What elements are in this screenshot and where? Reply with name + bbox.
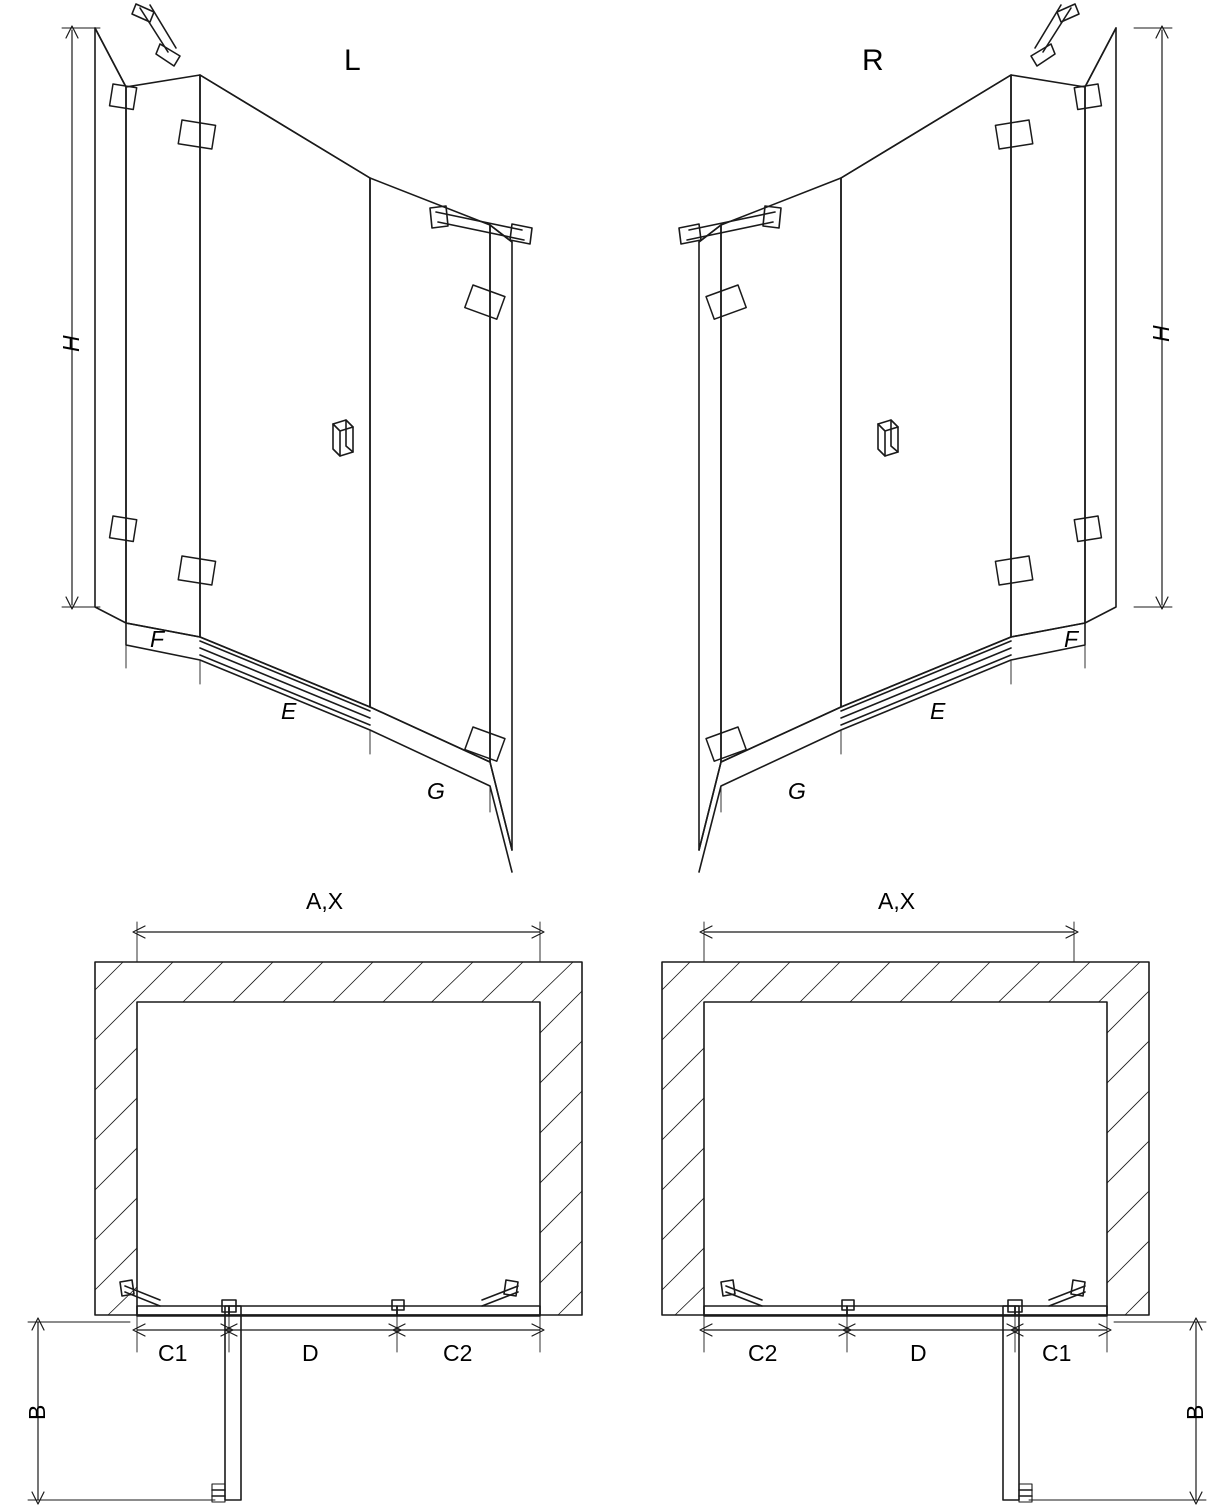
label-height-left: H — [58, 335, 84, 352]
plan-left-group — [28, 922, 582, 1504]
label-dim-ax-right: A,X — [878, 888, 916, 914]
label-dim-b-right: B — [1182, 1404, 1208, 1420]
label-segment-g-left: G — [427, 778, 445, 804]
label-segment-e-left: E — [281, 698, 297, 724]
label-segment-f-right: F — [1064, 626, 1079, 652]
label-height-right: H — [1148, 325, 1174, 342]
label-dim-c2-right: C2 — [748, 1340, 778, 1366]
plan-right-group — [662, 922, 1206, 1504]
label-dim-c2-left: C2 — [443, 1340, 473, 1366]
label-dim-ax-left: A,X — [306, 888, 344, 914]
label-dim-c1-left: C1 — [158, 1340, 188, 1366]
label-variant-right: R — [862, 44, 884, 77]
label-segment-f-left: F — [150, 626, 165, 652]
label-variant-left: L — [344, 44, 361, 77]
label-segment-g-right: G — [788, 778, 806, 804]
label-dim-d-left: D — [302, 1340, 319, 1366]
label-dim-c1-right: C1 — [1042, 1340, 1072, 1366]
elevation-left-group — [62, 4, 532, 872]
label-dim-d-right: D — [910, 1340, 927, 1366]
label-dim-b-left: B — [24, 1404, 50, 1420]
label-segment-e-right: E — [930, 698, 946, 724]
elevation-right-group — [679, 4, 1172, 872]
